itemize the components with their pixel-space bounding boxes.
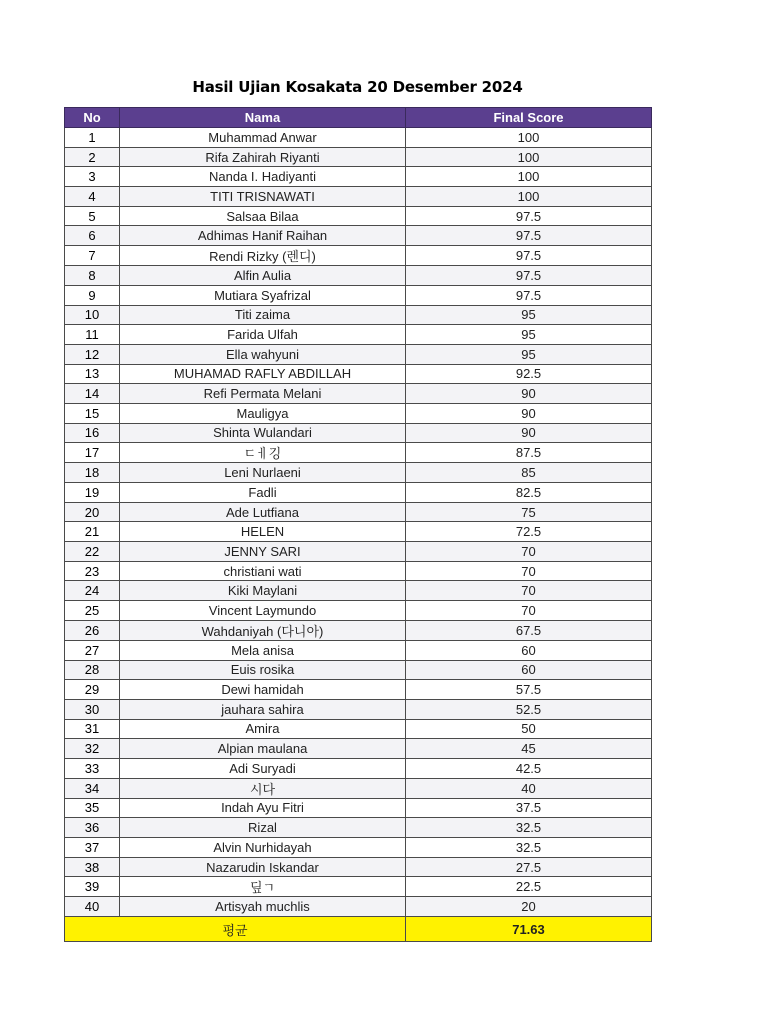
- table-row: [65, 344, 652, 364]
- table-row: [65, 443, 652, 463]
- cell-no: 33: [65, 758, 120, 778]
- cell-no: 12: [65, 344, 120, 364]
- cell-name: Indah Ayu Fitri: [120, 798, 406, 818]
- cell-name: Nazarudin Iskandar: [120, 857, 406, 877]
- cell-no: 30: [65, 699, 120, 719]
- cell-score: 67.5: [406, 620, 652, 640]
- cell-score: 70: [406, 542, 652, 562]
- cell-no: 10: [65, 305, 120, 325]
- table-row: [65, 818, 652, 838]
- table-row: [65, 423, 652, 443]
- cell-no: 29: [65, 680, 120, 700]
- cell-no: 18: [65, 463, 120, 483]
- cell-score: 97.5: [406, 246, 652, 266]
- cell-name: Mutiara Syafrizal: [120, 285, 406, 305]
- cell-no: 21: [65, 522, 120, 542]
- column-header-score: Final Score: [406, 108, 652, 128]
- table-row: [65, 325, 652, 345]
- table-row: [65, 620, 652, 640]
- cell-no: 3: [65, 167, 120, 187]
- cell-score: 90: [406, 384, 652, 404]
- cell-name: Titi zaima: [120, 305, 406, 325]
- table-row: [65, 758, 652, 778]
- table-row: [65, 463, 652, 483]
- average-label: 평균: [65, 917, 406, 942]
- cell-score: 95: [406, 305, 652, 325]
- cell-score: 90: [406, 403, 652, 423]
- table-row: [65, 226, 652, 246]
- table-row: [65, 522, 652, 542]
- cell-no: 11: [65, 325, 120, 345]
- cell-name: Alvin Nurhidayah: [120, 838, 406, 858]
- table-row: [65, 680, 652, 700]
- cell-score: 85: [406, 463, 652, 483]
- cell-no: 19: [65, 483, 120, 503]
- cell-score: 40: [406, 778, 652, 798]
- cell-score: 27.5: [406, 857, 652, 877]
- table-row: [65, 266, 652, 286]
- table-row: [65, 798, 652, 818]
- table-row: [65, 128, 652, 148]
- cell-name: Amira: [120, 719, 406, 739]
- cell-score: 70: [406, 581, 652, 601]
- table-row: [65, 561, 652, 581]
- cell-name: jauhara sahira: [120, 699, 406, 719]
- table-row: [65, 857, 652, 877]
- cell-no: 40: [65, 897, 120, 917]
- cell-no: 1: [65, 128, 120, 148]
- table-row: [65, 640, 652, 660]
- cell-name: Rizal: [120, 818, 406, 838]
- table-row: [65, 699, 652, 719]
- cell-score: 75: [406, 502, 652, 522]
- cell-no: 9: [65, 285, 120, 305]
- cell-score: 32.5: [406, 818, 652, 838]
- cell-name: HELEN: [120, 522, 406, 542]
- table-header-row: [65, 108, 652, 128]
- cell-name: Dewi hamidah: [120, 680, 406, 700]
- cell-name: Farida Ulfah: [120, 325, 406, 345]
- table-row: [65, 483, 652, 503]
- cell-no: 15: [65, 403, 120, 423]
- cell-score: 97.5: [406, 226, 652, 246]
- cell-name: Ade Lutfiana: [120, 502, 406, 522]
- cell-no: 36: [65, 818, 120, 838]
- cell-no: 39: [65, 877, 120, 897]
- cell-score: 22.5: [406, 877, 652, 897]
- cell-no: 26: [65, 620, 120, 640]
- cell-no: 23: [65, 561, 120, 581]
- cell-score: 97.5: [406, 266, 652, 286]
- cell-name: 딮ㄱ: [120, 877, 406, 897]
- cell-name: Fadli: [120, 483, 406, 503]
- cell-no: 16: [65, 423, 120, 443]
- cell-name: christiani wati: [120, 561, 406, 581]
- cell-name: Mela anisa: [120, 640, 406, 660]
- table-row: [65, 739, 652, 759]
- cell-name: Muhammad Anwar: [120, 128, 406, 148]
- cell-name: TITI TRISNAWATI: [120, 187, 406, 207]
- cell-name: Mauligya: [120, 403, 406, 423]
- cell-name: 시다: [120, 778, 406, 798]
- table-row: [65, 660, 652, 680]
- cell-name: Rendi Rizky (렌디): [120, 246, 406, 266]
- cell-score: 45: [406, 739, 652, 759]
- column-header-no: No: [65, 108, 120, 128]
- cell-no: 14: [65, 384, 120, 404]
- table-row: [65, 364, 652, 384]
- cell-no: 7: [65, 246, 120, 266]
- cell-no: 37: [65, 838, 120, 858]
- cell-no: 8: [65, 266, 120, 286]
- cell-score: 37.5: [406, 798, 652, 818]
- cell-score: 57.5: [406, 680, 652, 700]
- cell-score: 52.5: [406, 699, 652, 719]
- table-row: [65, 897, 652, 917]
- cell-score: 90: [406, 423, 652, 443]
- table-row: [65, 384, 652, 404]
- cell-score: 50: [406, 719, 652, 739]
- cell-no: 24: [65, 581, 120, 601]
- score-table: [64, 107, 652, 942]
- cell-no: 5: [65, 206, 120, 226]
- cell-name: ㄷㅔ깅: [120, 443, 406, 463]
- cell-name: Artisyah muchlis: [120, 897, 406, 917]
- cell-score: 42.5: [406, 758, 652, 778]
- cell-score: 32.5: [406, 838, 652, 858]
- table-row: [65, 167, 652, 187]
- table-row: [65, 403, 652, 423]
- table-row: [65, 285, 652, 305]
- cell-name: Nanda I. Hadiyanti: [120, 167, 406, 187]
- cell-no: 27: [65, 640, 120, 660]
- cell-score: 95: [406, 325, 652, 345]
- cell-name: Vincent Laymundo: [120, 601, 406, 621]
- table-row: [65, 877, 652, 897]
- cell-name: Adhimas Hanif Raihan: [120, 226, 406, 246]
- cell-score: 100: [406, 187, 652, 207]
- cell-name: Adi Suryadi: [120, 758, 406, 778]
- cell-no: 32: [65, 739, 120, 759]
- cell-score: 92.5: [406, 364, 652, 384]
- cell-name: Salsaa Bilaa: [120, 206, 406, 226]
- cell-score: 70: [406, 561, 652, 581]
- cell-no: 35: [65, 798, 120, 818]
- table-row: [65, 601, 652, 621]
- average-row: [65, 917, 652, 942]
- cell-no: 25: [65, 601, 120, 621]
- table-row: [65, 542, 652, 562]
- table-row: [65, 719, 652, 739]
- cell-score: 70: [406, 601, 652, 621]
- cell-name: MUHAMAD RAFLY ABDILLAH: [120, 364, 406, 384]
- table-row: [65, 305, 652, 325]
- cell-score: 87.5: [406, 443, 652, 463]
- cell-score: 72.5: [406, 522, 652, 542]
- cell-score: 60: [406, 640, 652, 660]
- cell-score: 97.5: [406, 206, 652, 226]
- cell-score: 100: [406, 128, 652, 148]
- table-row: [65, 838, 652, 858]
- cell-no: 31: [65, 719, 120, 739]
- average-value: 71.63: [406, 917, 652, 942]
- column-header-name: Nama: [120, 108, 406, 128]
- cell-score: 100: [406, 147, 652, 167]
- cell-no: 20: [65, 502, 120, 522]
- table-row: [65, 246, 652, 266]
- table-row: [65, 147, 652, 167]
- cell-no: 38: [65, 857, 120, 877]
- cell-name: Euis rosika: [120, 660, 406, 680]
- table-row: [65, 187, 652, 207]
- table-row: [65, 581, 652, 601]
- cell-no: 17: [65, 443, 120, 463]
- cell-name: Alpian maulana: [120, 739, 406, 759]
- cell-no: 34: [65, 778, 120, 798]
- cell-score: 100: [406, 167, 652, 187]
- cell-no: 4: [65, 187, 120, 207]
- cell-name: Leni Nurlaeni: [120, 463, 406, 483]
- cell-name: Wahdaniyah (다니아): [120, 620, 406, 640]
- cell-name: JENNY SARI: [120, 542, 406, 562]
- cell-no: 2: [65, 147, 120, 167]
- table-row: [65, 502, 652, 522]
- cell-name: Alfin Aulia: [120, 266, 406, 286]
- cell-name: Shinta Wulandari: [120, 423, 406, 443]
- cell-no: 13: [65, 364, 120, 384]
- table-row: [65, 206, 652, 226]
- cell-name: Rifa Zahirah Riyanti: [120, 147, 406, 167]
- cell-name: Kiki Maylani: [120, 581, 406, 601]
- cell-score: 60: [406, 660, 652, 680]
- table-body: [65, 128, 652, 917]
- cell-name: Ella wahyuni: [120, 344, 406, 364]
- cell-no: 28: [65, 660, 120, 680]
- page-title: Hasil Ujian Kosakata 20 Desember 2024: [192, 78, 523, 96]
- cell-no: 6: [65, 226, 120, 246]
- cell-no: 22: [65, 542, 120, 562]
- cell-score: 97.5: [406, 285, 652, 305]
- cell-score: 95: [406, 344, 652, 364]
- table-row: [65, 778, 652, 798]
- cell-score: 20: [406, 897, 652, 917]
- cell-name: Refi Permata Melani: [120, 384, 406, 404]
- cell-score: 82.5: [406, 483, 652, 503]
